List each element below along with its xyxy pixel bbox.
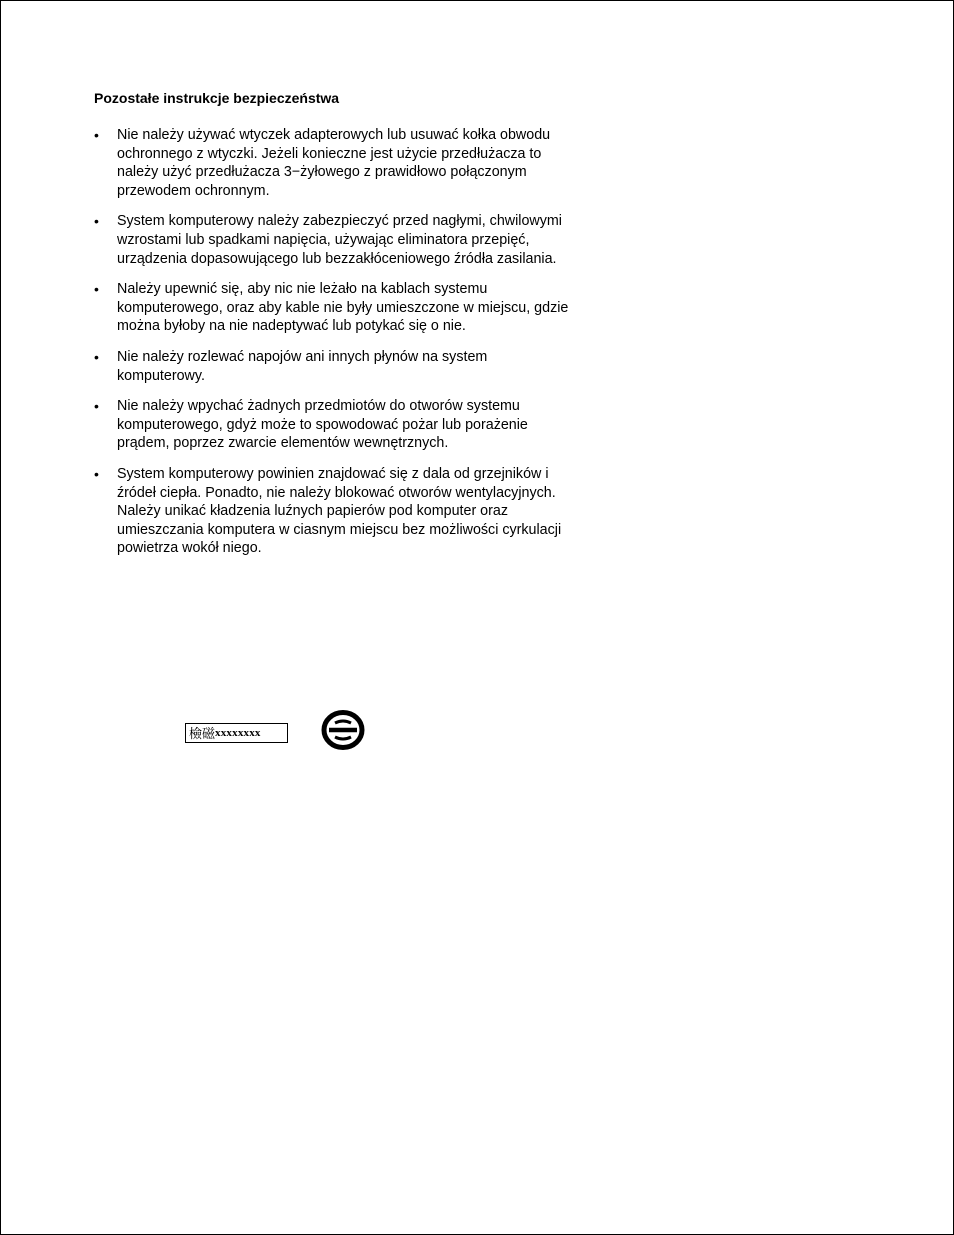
list-item [94, 212, 574, 268]
list-item [94, 348, 574, 385]
safety-instructions-list [94, 126, 574, 570]
bullet-icon: • [94, 281, 99, 298]
list-item-text: Nie należy używać wtyczek adapterowych lub usuwać kołka obwodu ochronnego z wtyczki. Jeżeli konieczne jest użycie przedłużacza to należy użyć przedłużacza 3−żyłowego z prawidłowo połączonym przewodem ochronnym. [117, 127, 551, 199]
list-item-text: Nie należy wpychać żadnych przedmiotów do otworów systemu komputerowego, gdyż może to spowodować pożar lub porażenie prądem, poprzez zwarcie elementów wewnętrznych. [117, 398, 528, 452]
bullet-icon: • [94, 213, 99, 230]
list-item-text: Należy upewnić się, aby nic nie leżało na kablach systemu komputerowego, oraz aby kable nie były umieszczone w miejscu, gdzie można byłoby na nie nadeptywać lub potykać się o nie. [117, 281, 569, 335]
list-item [94, 126, 574, 200]
bullet-icon: • [94, 465, 99, 482]
bullet-icon: • [94, 127, 99, 143]
list-item-text: Nie należy rozlewać napojów ani innych płynów na system komputerowy. [117, 348, 488, 384]
list-item-text: System komputerowy powinien znajdować się z dala od grzejników i źródeł ciepła. Ponadto, nie należy blokować otworów wentylacyjnych. Należy unikać kładzenia luźnych papierów pod komputer oraz umieszczania komputera w ciasnym miejscu bez możliwości cyrkulacji powietrza wokół niego. [117, 465, 562, 557]
list-item [94, 397, 574, 453]
certification-label: 檢磁 [189, 725, 216, 741]
list-item [94, 280, 574, 336]
section-heading: Pozostałe instrukcje bezpieczeństwa [94, 90, 340, 106]
bullet-icon: • [94, 398, 99, 415]
bullet-icon: • [94, 348, 99, 365]
list-item-text: System komputerowy należy zabezpieczyć przed nagłymi, chwilowymi wzrostami lub spadkami napięcia, używając eliminatora przepięć, urządzenia dopasowującego lub bezzakłóceniowego źródła zasilania. [117, 213, 562, 267]
list-item [94, 465, 574, 558]
certification-mark [185, 723, 288, 743]
certification-code: xxxxxxxx [215, 726, 261, 739]
bsmi-logo-icon [320, 708, 366, 752]
